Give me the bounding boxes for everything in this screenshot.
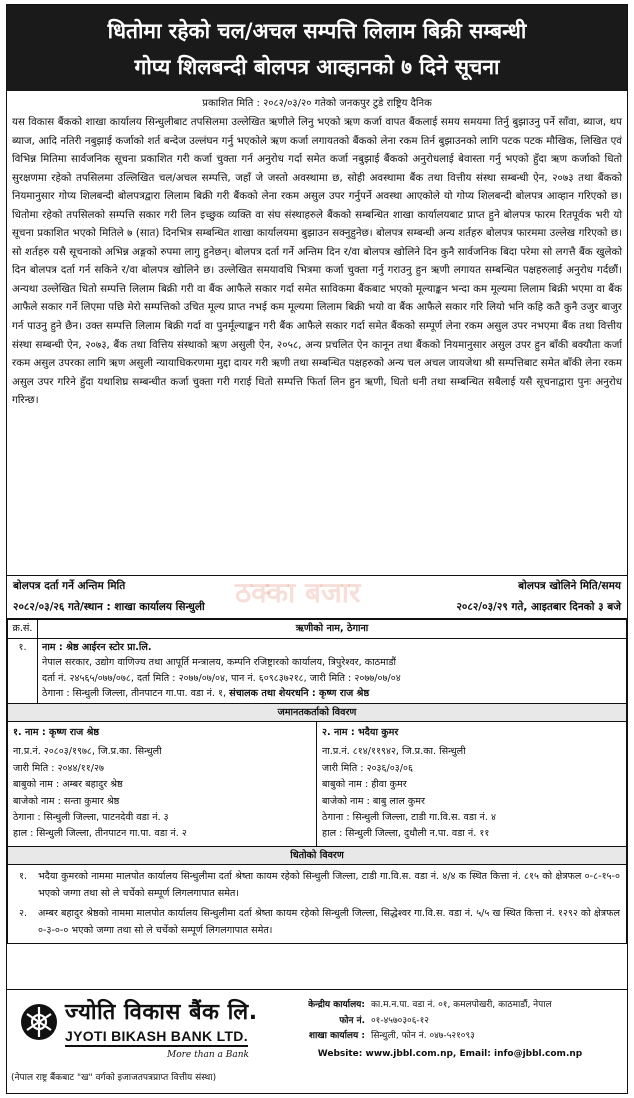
bank-contact-block bbox=[269, 990, 627, 1093]
notice-footer bbox=[7, 989, 627, 1093]
borrower-table bbox=[7, 619, 627, 944]
guarantor-2-issued: जारी मिति : २०३६/०३/०६ bbox=[322, 762, 413, 774]
borrower-reg-office: नेपाल सरकार, उद्योग वाणिज्य तथा आपूर्ति मन्त्रालय, कम्पनि रजिष्ट्रारको कार्यालय, त्रिपुरेश्वर, काठमाडौं bbox=[42, 657, 396, 668]
bank-name-nepali: ज्योति विकास बैंक लि. bbox=[65, 1000, 258, 1025]
bank-name-english: JYOTI BIKASH BANK LTD. bbox=[65, 1028, 248, 1047]
central-office-row bbox=[279, 998, 621, 1014]
header-title-line-2: गोप्य शिलबन्दी बोलपत्र आव्हानको ७ दिने सूचना bbox=[134, 55, 500, 79]
license-note: (नेपाल राष्ट्र बैंकबाट "ख" वर्गको इजाजतपत्रप्राप्त वित्तीय संस्था) bbox=[11, 1073, 217, 1083]
borrower-table-header bbox=[8, 620, 627, 639]
borrower-details bbox=[38, 638, 627, 703]
collateral-item-number: १. bbox=[18, 871, 28, 883]
notice-page bbox=[6, 4, 628, 1094]
bank-tagline: More than a Bank bbox=[167, 1050, 250, 1060]
collateral-section-title: धितोको विवरण bbox=[8, 846, 627, 865]
watermark-text: ठक्का बजार bbox=[235, 576, 361, 609]
central-phone-row bbox=[279, 1014, 621, 1030]
guarantor-title-row bbox=[8, 703, 627, 722]
bank-website-email[interactable]: Website: www.jbbl.com.np, Email: info@jbbl.com.np bbox=[317, 1048, 583, 1059]
registration-deadline-label: बोलपत्र दर्ता गर्ने अन्तिम मिति bbox=[13, 580, 126, 592]
guarantor-1-issued: जारी मिति : २०४४/११/२७ bbox=[13, 762, 104, 774]
guarantor-1-grandfather: बाजेको नाम : सन्ता कुमार श्रेष्ठ bbox=[13, 795, 120, 807]
borrower-address-line bbox=[42, 686, 622, 702]
opening-date-label: बोलपत्र खोलिने मिति/समय bbox=[518, 580, 621, 592]
guarantor-row bbox=[8, 722, 627, 847]
guarantor-1-address: ठेगाना : सिन्धुली जिल्ला, पाटनदेवी वडा नं. ३ bbox=[13, 812, 169, 824]
collateral-title-row bbox=[8, 846, 627, 865]
guarantor-1-father: बाबुको नाम : अम्बर बहादुर श्रेष्ठ bbox=[13, 779, 123, 791]
branch-office-row bbox=[279, 1029, 621, 1045]
notice-body: यस विकास बैंकको शाखा कार्यालय सिन्धुलीबाट तपसिलमा उल्लेखित ऋणीले लिनु भएको ऋण कर्जा वापत बैंकलाई समय समयमा तिर्नु बुझाउनु पर्ने साँवा, ब्याज, थप ब्याज, आदि नतिरी नबुझाई कर्जाको शर्त बन्देज उल्लंघन गर्नु भएकोले ऋण कर्जा लगायतको बैंकको लेना रकम तिर्न बुझाउनको लागि पटक पटक मौखिक, लिखित एवं विभिन्न मितिमा सार्वजनिक सूचना प्रकाशित गरी कर्जा चुक्ता गर्न अनुरोध गर्दा समेत कर्जा नबुझाई बैंकको अनुरोधलाई बेवास्ता गर्नु भएको हुँदा ऋण कर्जाको धितो सुरक्षणमा रहेको तपसिलमा उल्लिखित चल/अचल सम्पत्ति, जहाँ जे जस्तो अवस्थामा छ, सोही अवस्थामा बैंक तथा वित्तीय संस्था सम्बन्धी ऐन, २०७३ तथा बैंकको नियमानुसार गोप्य शिलबन्दी बोलपत्रद्वारा लिलाम बिक्री गरी बैंकको लेना रकम असुल उपर गर्नुपर्ने अवस्था आएकोले यो गोप्य शिलबन्दी बोलपत्र आव्हान गरिएको छ। धितोमा रहेको तपसिलको सम्पत्ति सकार गरी लिन इच्छुक व्यक्ति वा संघ संस्थाहरुले बैंकको सम्बन्धित शाखा कार्यालयबाट प्राप्त हुने बोलपत्र फारम रितपूर्वक भरी यो सूचना प्रकाशित भएको मितिले ७ (सात) दिनभित्र सम्बन्धित शाखा कार्यालयमा बुझाउन सक्नुहुनेछ। बोलपत्र सम्बन्धी अन्य शर्तहरु बोलपत्र फारममा उल्लेख गरिएको छ। सो शर्तहरु यसै सूचनाको अभिन्न अङ्गको रुपमा लागु हुनेछन्। बोलपत्र दर्ता गर्ने अन्तिम दिन र/वा बोलपत्र खोलिने दिन कुनै सार्वजनिक बिदा परेमा सो लगत्तै बैंक खुलेको दिन बोलपत्र दर्ता गर्न सकिने र/वा बोलपत्र खोलिने छ। उल्लेखित समयावधि भित्रमा कर्जा चुक्ता गर्नु गराउनु हुन ऋणी लगायत सम्बन्धित पक्षहरुलाई अनुरोध गर्दछौं। अन्यथा उल्लेखित धितो सम्पत्ति लिलाम बिक्री गरी वा बैंक आफैले सकार गर्दा समेत साविकमा बैंकबाट भएको मूल्याङ्कन भन्दा कम मूल्यमा लिलाम बिक्री भएमा वा बैंक आफैले सकार गर्ने लिएमा पछि मेरो सम्पत्तिको उचित मूल्य प्राप्त नभई कम मूल्यमा लिलाम बिक्री भयो वा बैंक आफैले सकार गरि लियो भनि कहि कतै कुनै उजुर बाजुर गर्न पाउनु हुने छैन। उक्त सम्पत्ति लिलाम बिक्री गर्दा वा पुनर्मूल्याङ्कन गरी बैंक आफैले सकार गर्दा समेत बैंकको सम्पूर्ण लेना रकम असुल उपर नभएमा बैंक तथा वित्तीय संस्था सम्बन्धी ऐन, २०७३, बैंक तथा वित्तिय संस्थाको ऋण असुली ऐन, २०५८, अन्य प्रचलित ऐन कानून तथा बैंकको नियमानुसार असुल उपर हुन बाँकी बक्यौता कर्जा रकम असुल उपरका लागि ऋण असुली न्यायाधिकरणमा मुद्दा दायर गरी ऋणी तथा सम्बन्धित पक्षहरुको अन्य चल अचल जायजेथा श्री सम्पत्तिबाट समेत बाँकी लेना रकम असुल उपर गरिने हुँदा यथाशिघ्र सम्बन्धीत कर्जा चुक्ता गरी गराई धितो सम्पत्ति फिर्ता लिन हुन ऋणी, धितो धनी तथा सम्बन्धित सबैलाई यसै सूचनाद्वारा पुनः अनुरोध गरिन्छ। bbox=[12, 116, 622, 407]
guarantor-1-current: हाल : सिन्धुली जिल्ला, तीनपाटन गा.पा. वडा नं. २ bbox=[13, 828, 187, 840]
guarantor-1-citizenship: ना.प्र.नं. २०८०३/१९७८, जि.प्र.का. सिन्धुली bbox=[13, 746, 162, 758]
guarantor-2-father: बाबुको नाम : हीवा कुमर bbox=[322, 779, 407, 791]
central-office-label: केन्द्रीय कार्यालय: bbox=[308, 1000, 365, 1010]
collateral-item-text: भदैया कुमरको नाममा मालपोत कार्यालय सिन्धुलीमा दर्ता श्रेष्ता कायम रहेको सिन्धुली जिल्ला, टाडी गा.वि.स. वडा नं. ४/४ क स्थित कित्ता नं. ८१५ को क्षेत्रफल ०-८-१५-० भएको जग्गा तथा सो ले चर्चेको सम्पूर्ण लिगलगापात समेत। bbox=[38, 871, 620, 899]
guarantor-2-name: २. नाम : भदैया कुमर bbox=[322, 727, 399, 738]
branch-office-value: सिन्धुली, फोन नं. ०४७-५२१०९३ bbox=[371, 1031, 475, 1041]
guarantor-2-citizenship: ना.प्र.नं. ८१४/११९४२, जि.प्र.का. सिन्धुली bbox=[322, 746, 466, 758]
header-title-line-1: धितोमा रहेको चल/अचल सम्पत्ति लिलाम बिक्री सम्बन्धी bbox=[107, 19, 527, 43]
collateral-item bbox=[8, 867, 626, 904]
guarantor-2-address: ठेगाना : सिन्धुली जिल्ला, टाडी गा.वि.स. वडा नं. ४ bbox=[322, 812, 496, 824]
borrower-reg-details: दर्ता नं. २४५६५/०७७/०७८, दर्ता मिति : २०७७/०७/०४, पान नं. ६०९८३७२१८, जारी मिति : २०७७/०७/०४ bbox=[42, 672, 401, 684]
central-phone-label: फोन नं. bbox=[339, 1015, 365, 1026]
borrower-name: नाम : श्रेष्ठ आईरन स्टोर प्रा.लि. bbox=[42, 641, 152, 653]
borrower-sn: १. bbox=[8, 638, 38, 703]
collateral-item-text: अम्बर बहादुर श्रेष्ठको नाममा मालपोत कार्यालय सिन्धुलीमा दर्ता श्रेष्ता कायम रहेको सिन्धुली जिल्ला, सिद्धेश्वर गा.वि.स. वडा नं. ५/५ ख स्थित कित्ता नं. १२९२ को क्षेत्रफल ०-३-०-० भएको जग्गा तथा सो ले चर्चेको सम्पूर्ण लिगलगापात समेत। bbox=[38, 908, 620, 936]
guarantor-grid bbox=[8, 722, 626, 846]
published-date: प्रकाशित मिति : २०८२/०३/२० गतेको जनकपुर टुडे राष्ट्रिय दैनिक bbox=[202, 98, 432, 109]
borrower-row bbox=[8, 638, 627, 703]
collateral-item-number: २. bbox=[18, 908, 28, 920]
collateral-item bbox=[8, 904, 626, 941]
guarantor-1-name: १. नाम : कृष्ण राज श्रेष्ठ bbox=[13, 727, 100, 738]
borrower-address: ठेगाना : सिन्धुली जिल्ला, तीनपाटन गा.पा. वडा नं. १, bbox=[42, 688, 227, 699]
guarantor-2 bbox=[317, 722, 626, 846]
central-phone-value: ०१-४५७०३०६-१२ bbox=[371, 1015, 429, 1026]
central-office-value: का.म.न.पा. वडा नं. ०१, कमलपोखरी, काठमाडौं, नेपाल bbox=[371, 1000, 552, 1010]
registration-deadline-value: २०८२/०३/२६ गते/स्थान : शाखा कार्यालय सिन्धुली bbox=[13, 601, 205, 613]
notice-header bbox=[7, 5, 627, 91]
opening-date-value: २०८२/०३/२९ गते, आइतबार दिनको ३ बजे bbox=[456, 601, 621, 613]
column-header-borrower: ऋणीको नाम, ठेगाना bbox=[38, 620, 627, 639]
guarantor-2-current: हाल : सिन्धुली जिल्ला, दुधौली न.पा. वडा नं. ११ bbox=[322, 828, 490, 840]
borrower-director: संचालक तथा शेयरधनि : कृष्ण राज श्रेष्ठ bbox=[229, 688, 370, 699]
column-header-sn: क्र.सं. bbox=[8, 620, 38, 639]
guarantor-2-grandfather: बाजेको नाम : बाबु लाल कुमर bbox=[322, 795, 425, 807]
guarantor-section-title: जमानतकर्ताको विवरण bbox=[8, 703, 627, 722]
guarantor-1 bbox=[8, 722, 317, 846]
bank-logo-block bbox=[7, 990, 269, 1093]
collateral-row bbox=[8, 865, 627, 944]
branch-office-label: शाखा कार्यालय : bbox=[308, 1031, 365, 1041]
bank-logo-icon bbox=[19, 1002, 59, 1042]
